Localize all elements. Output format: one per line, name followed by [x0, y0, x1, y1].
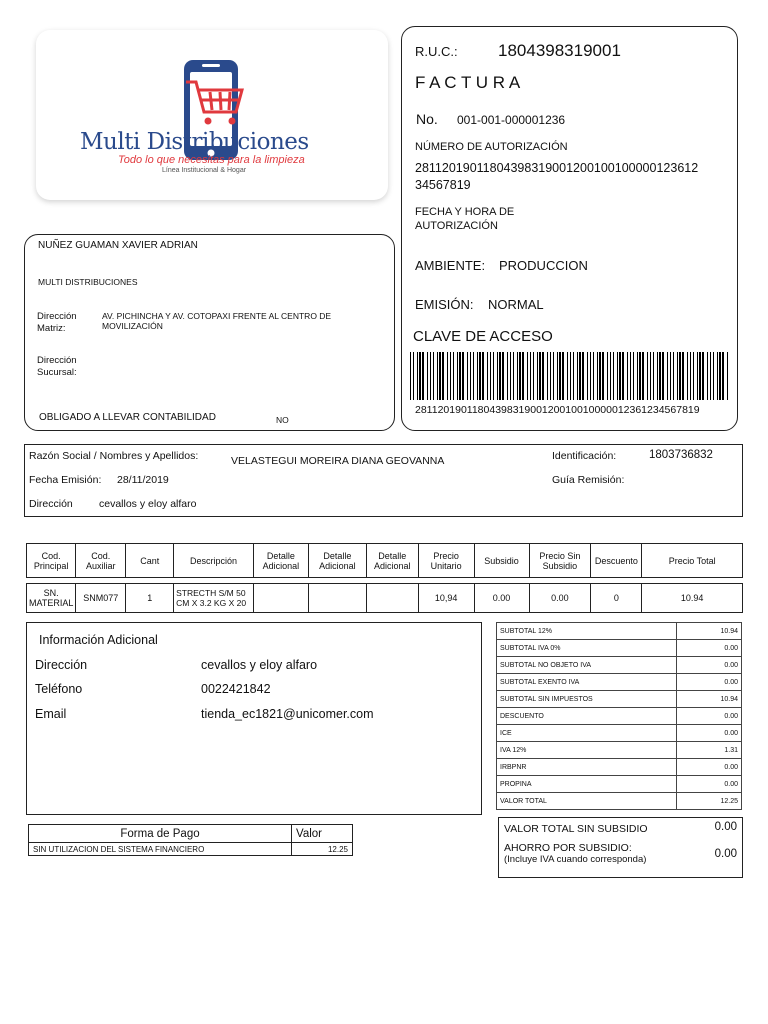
- contabilidad-label: OBLIGADO A LLEVAR CONTABILIDAD: [39, 412, 216, 423]
- cell-detalle-3: [366, 584, 418, 613]
- barcode-bar: [517, 352, 518, 400]
- phone-cart-icon: [36, 30, 388, 200]
- invoice-number: 001-001-000001236: [457, 113, 566, 127]
- barcode-bar: [717, 352, 718, 400]
- cell-detalle-1: [253, 584, 308, 613]
- barcode-bar: [537, 352, 538, 400]
- ahorro-label-2: (Incluye IVA cuando corresponda): [504, 854, 647, 865]
- header-detalle-adicional-1: Detalle Adicional: [253, 544, 308, 578]
- clave-value: 2811201901180439831900120010010000012361234567819: [415, 404, 700, 416]
- barcode-bar: [597, 352, 598, 400]
- barcode-bar: [622, 352, 624, 400]
- barcode-bar: [473, 352, 474, 400]
- barcode-bar: [493, 352, 494, 400]
- invoice-header-box: [401, 26, 738, 431]
- totals-value: 0.00: [677, 759, 742, 776]
- ruc-value: 1804398319001: [498, 41, 621, 60]
- barcode-bar: [482, 352, 484, 400]
- buyer-box: [24, 444, 743, 517]
- barcode-bar: [659, 352, 661, 400]
- barcode-bar: [442, 352, 444, 400]
- cell-cod-principal: SN. MATERIAL: [27, 584, 76, 613]
- company-logo: [36, 30, 388, 200]
- header-precio-sin-subsidio: Precio Sin Subsidio: [529, 544, 591, 578]
- totals-row: [497, 623, 742, 640]
- totals-row: [497, 657, 742, 674]
- info-label-direccion: Dirección: [35, 658, 88, 672]
- barcode-bar: [639, 352, 641, 400]
- header-cant: Cant: [126, 544, 174, 578]
- cell-precio-total: 10.94: [642, 584, 743, 613]
- auth-number-line1: 28112019011804398319001200100100000123612: [415, 161, 699, 175]
- barcode-bar: [667, 352, 668, 400]
- payment-header-row: [29, 825, 353, 843]
- totals-row: [497, 708, 742, 725]
- table-row: [27, 584, 743, 613]
- barcode-bar: [462, 352, 464, 400]
- barcode-bar: [499, 352, 501, 400]
- barcode-bar: [653, 352, 654, 400]
- barcode-bar: [479, 352, 481, 400]
- payment-amount: 12.25: [292, 843, 353, 856]
- payment-table: [28, 824, 353, 856]
- barcode-bar: [662, 352, 664, 400]
- barcode-bar: [497, 352, 498, 400]
- totals-label: IVA 12%: [497, 742, 677, 759]
- barcode-bar: [647, 352, 648, 400]
- barcode-bar: [582, 352, 584, 400]
- totals-value: 0.00: [677, 708, 742, 725]
- totals-value: 0.00: [677, 776, 742, 793]
- ambiente-label: AMBIENTE:: [415, 258, 486, 273]
- totals-row: [497, 793, 742, 810]
- barcode-bar: [619, 352, 621, 400]
- barcode-bar: [513, 352, 514, 400]
- fecha-emision-value: 28/11/2019: [117, 474, 169, 486]
- info-label-email: Email: [35, 707, 67, 721]
- identificacion-value: 1803736832: [649, 449, 713, 461]
- barcode-bar: [477, 352, 478, 400]
- totals-label: SUBTOTAL SIN IMPUESTOS: [497, 691, 677, 708]
- barcode-bar: [570, 352, 571, 400]
- info-adicional-box: [26, 622, 482, 815]
- barcode-bar: [530, 352, 531, 400]
- barcode-bar: [599, 352, 601, 400]
- cell-precio-sin-subsidio: 0.00: [529, 584, 591, 613]
- totals-label: DESCUENTO: [497, 708, 677, 725]
- barcode-bar: [437, 352, 438, 400]
- payment-row: [29, 843, 353, 856]
- totals-row: [497, 725, 742, 742]
- document-type: F A C T U R A: [415, 73, 521, 92]
- barcode-bar: [713, 352, 714, 400]
- barcode-bar: [682, 352, 684, 400]
- payment-method-header: Forma de Pago: [29, 825, 292, 843]
- barcode-bar: [522, 352, 524, 400]
- totals-row: [497, 691, 742, 708]
- header-descripcion: Descripción: [174, 544, 254, 578]
- ahorro-value: 0.00: [714, 848, 737, 860]
- totals-row: [497, 759, 742, 776]
- barcode-bar: [419, 352, 421, 400]
- logo-line: Línea Institucional & Hogar: [162, 167, 247, 174]
- barcode-bar: [410, 352, 411, 400]
- payment-method: SIN UTILIZACION DEL SISTEMA FINANCIERO: [29, 843, 292, 856]
- barcode-bar: [702, 352, 704, 400]
- totals-label: VALOR TOTAL: [497, 793, 677, 810]
- barcode-bar: [427, 352, 428, 400]
- barcode-bar: [533, 352, 534, 400]
- info-value-telefono: 0022421842: [201, 682, 271, 696]
- totals-row: [497, 776, 742, 793]
- barcode-bar: [450, 352, 451, 400]
- totals-value: 0.00: [677, 640, 742, 657]
- emision-label: EMISIÓN:: [415, 297, 474, 312]
- barcode-bar: [690, 352, 691, 400]
- info-title: Información Adicional: [39, 633, 158, 647]
- auth-date-label-1: FECHA Y HORA DE: [415, 206, 515, 218]
- barcode-bar: [627, 352, 628, 400]
- barcode-bar: [447, 352, 448, 400]
- barcode-bar: [727, 352, 728, 400]
- auth-label: NÚMERO DE AUTORIZACIÓN: [415, 141, 568, 153]
- barcode-bar: [539, 352, 541, 400]
- issuer-name: NUÑEZ GUAMAN XAVIER ADRIAN: [38, 240, 198, 251]
- logo-tagline: Todo lo que necesitas para la limpieza: [118, 154, 305, 166]
- sucursal-label: Dirección Sucursal:: [37, 355, 77, 378]
- items-header-row: [27, 544, 743, 578]
- ambiente-value: PRODUCCION: [499, 258, 588, 273]
- barcode-bar: [487, 352, 488, 400]
- totals-value: 12.25: [677, 793, 742, 810]
- barcode-bar: [457, 352, 458, 400]
- barcode-bar: [699, 352, 701, 400]
- header-precio-total: Precio Total: [642, 544, 743, 578]
- header-subsidio: Subsidio: [474, 544, 529, 578]
- barcode-bar: [602, 352, 604, 400]
- fecha-emision-label: Fecha Emisión:: [29, 474, 102, 486]
- barcode-bar: [587, 352, 588, 400]
- barcode-bar: [650, 352, 651, 400]
- barcode-bar: [573, 352, 574, 400]
- barcode-bar: [679, 352, 681, 400]
- barcode-bar: [490, 352, 491, 400]
- barcode-bar: [550, 352, 551, 400]
- barcode-bar: [502, 352, 504, 400]
- cell-descripcion: STRECTH S/M 50 CM X 3.2 KG X 20: [174, 584, 254, 613]
- matriz-label: Dirección Matriz:: [37, 311, 77, 334]
- barcode-bar: [710, 352, 711, 400]
- header-cod-auxiliar: Cod. Auxiliar: [76, 544, 126, 578]
- barcode-bar: [562, 352, 564, 400]
- barcode-bar: [630, 352, 631, 400]
- barcode-bar: [470, 352, 471, 400]
- totals-value: 10.94: [677, 691, 742, 708]
- razon-value: VELASTEGUI MOREIRA DIANA GEOVANNA: [231, 455, 445, 467]
- barcode-bar: [693, 352, 694, 400]
- clave-label: CLAVE DE ACCESO: [413, 328, 553, 345]
- totals-table: [496, 622, 742, 810]
- guia-remision-label: Guía Remisión:: [552, 474, 625, 486]
- info-value-direccion: cevallos y eloy alfaro: [201, 658, 318, 672]
- contabilidad-value: NO: [276, 415, 289, 425]
- matriz-value: AV. PICHINCHA Y AV. COTOPAXI FRENTE AL CENTRO DE MOVILIZACIÓN: [102, 311, 332, 331]
- barcode-bar: [557, 352, 558, 400]
- invoice-no-label: No.: [416, 111, 438, 127]
- totals-label: SUBTOTAL 12%: [497, 623, 677, 640]
- identificacion-label: Identificación:: [552, 450, 617, 462]
- barcode-bar: [413, 352, 414, 400]
- barcode-bar: [673, 352, 674, 400]
- barcode-bar: [613, 352, 614, 400]
- totals-label: IRBPNR: [497, 759, 677, 776]
- subsidy-total-value: 0.00: [714, 821, 737, 833]
- cell-descuento: 0: [591, 584, 642, 613]
- barcode-bar: [527, 352, 528, 400]
- totals-value: 10.94: [677, 623, 742, 640]
- header-precio-unitario: Precio Unitario: [418, 544, 474, 578]
- cell-subsidio: 0.00: [474, 584, 529, 613]
- totals-label: PROPINA: [497, 776, 677, 793]
- totals-row: [497, 674, 742, 691]
- barcode-bar: [607, 352, 608, 400]
- barcode-bar: [467, 352, 468, 400]
- barcode-bar: [417, 352, 418, 400]
- barcode-bar: [559, 352, 561, 400]
- header-descuento: Descuento: [591, 544, 642, 578]
- totals-value: 0.00: [677, 725, 742, 742]
- barcode-bar: [719, 352, 721, 400]
- barcode-bar: [642, 352, 644, 400]
- barcode-bar: [567, 352, 568, 400]
- emision-value: NORMAL: [488, 297, 544, 312]
- barcode-bar: [722, 352, 724, 400]
- info-label-telefono: Teléfono: [35, 682, 83, 696]
- auth-number-line2: 34567819: [415, 178, 471, 192]
- barcode-bar: [590, 352, 591, 400]
- barcode-bar: [657, 352, 658, 400]
- barcode-bar: [707, 352, 708, 400]
- issuer-trade-name: MULTI DISTRIBUCIONES: [38, 277, 138, 287]
- header-cod-principal: Cod. Principal: [27, 544, 76, 578]
- totals-value: 0.00: [677, 657, 742, 674]
- barcode-bar: [593, 352, 594, 400]
- header-detalle-adicional-3: Detalle Adicional: [366, 544, 418, 578]
- cell-detalle-2: [308, 584, 366, 613]
- totals-row: [497, 640, 742, 657]
- totals-label: SUBTOTAL EXENTO IVA: [497, 674, 677, 691]
- barcode-bar: [553, 352, 554, 400]
- barcode-bar: [617, 352, 618, 400]
- direccion-label: Dirección: [29, 498, 73, 510]
- barcode-bar: [422, 352, 424, 400]
- direccion-value: cevallos y eloy alfaro: [99, 498, 197, 510]
- ahorro-label-1: AHORRO POR SUBSIDIO:: [504, 842, 632, 854]
- info-value-email: tienda_ec1821@unicomer.com: [201, 707, 374, 721]
- header-detalle-adicional-2: Detalle Adicional: [308, 544, 366, 578]
- barcode-bar: [633, 352, 634, 400]
- barcode-bar: [610, 352, 611, 400]
- logo-name: Multi Distribuciones: [80, 129, 309, 155]
- barcode-bar: [507, 352, 508, 400]
- barcode-bar: [697, 352, 698, 400]
- barcode-bar: [547, 352, 548, 400]
- barcode-bar: [677, 352, 678, 400]
- totals-value: 0.00: [677, 674, 742, 691]
- barcode-bar: [510, 352, 511, 400]
- barcode-bar: [459, 352, 461, 400]
- barcode: [408, 352, 734, 402]
- razon-label: Razón Social / Nombres y Apellidos:: [29, 450, 199, 462]
- totals-label: SUBTOTAL NO OBJETO IVA: [497, 657, 677, 674]
- subsidy-box: [498, 817, 743, 878]
- items-table: [26, 543, 743, 613]
- barcode-bar: [670, 352, 671, 400]
- issuer-box: [24, 234, 395, 431]
- barcode-bar: [577, 352, 578, 400]
- barcode-bar: [519, 352, 521, 400]
- subsidy-total-label: VALOR TOTAL SIN SUBSIDIO: [504, 823, 648, 835]
- totals-value: 1.31: [677, 742, 742, 759]
- auth-date-label-2: AUTORIZACIÓN: [415, 220, 498, 232]
- cell-cant: 1: [126, 584, 174, 613]
- cell-precio-unitario: 10,94: [418, 584, 474, 613]
- barcode-bar: [433, 352, 434, 400]
- barcode-bar: [439, 352, 441, 400]
- barcode-bar: [637, 352, 638, 400]
- barcode-bar: [687, 352, 688, 400]
- cell-cod-auxiliar: SNM077: [76, 584, 126, 613]
- ruc-label: R.U.C.:: [415, 44, 458, 59]
- barcode-bar: [579, 352, 581, 400]
- barcode-bar: [453, 352, 454, 400]
- totals-label: SUBTOTAL IVA 0%: [497, 640, 677, 657]
- barcode-bar: [542, 352, 544, 400]
- barcode-bar: [430, 352, 431, 400]
- payment-value-header: Valor: [292, 825, 353, 843]
- totals-label: ICE: [497, 725, 677, 742]
- totals-row: [497, 742, 742, 759]
